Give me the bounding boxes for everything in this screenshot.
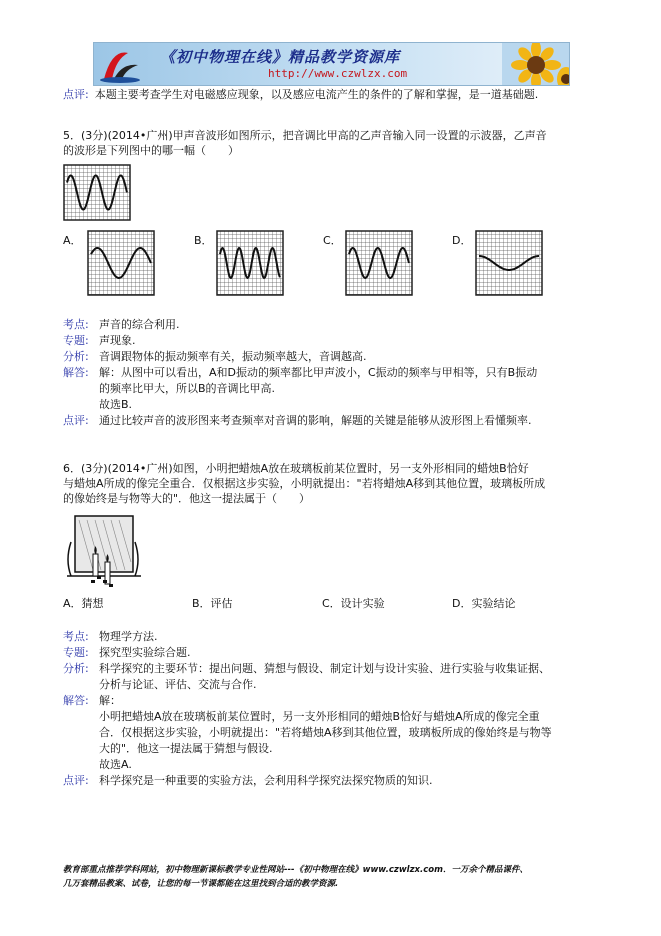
q6-analysis-text: 小明把蜡烛A放在玻璃板前某位置时，另一支外形相同的蜡烛B恰好与蜡烛A所成的像完全重: [99, 710, 540, 723]
q6-option-a[interactable]: A．猜想: [63, 597, 104, 610]
q6-option-c[interactable]: C．设计实验: [322, 597, 385, 610]
q5-analysis-label: 专题:: [63, 334, 89, 347]
q6-analysis-text: 物理学方法.: [99, 630, 158, 643]
q5-analysis-label: 考点:: [63, 318, 89, 331]
q5-analysis-label: 分析:: [63, 350, 89, 363]
site-logo: [98, 45, 144, 83]
q5-reference-waveform: [63, 164, 131, 221]
q6-analysis-row: [63, 726, 552, 740]
q5-option-d-waveform[interactable]: [475, 230, 543, 296]
q5-option-a-label[interactable]: A．: [63, 234, 82, 247]
q6-analysis-text: 合．仅根据这步实验，小明就提出："若将蜡烛A移到其他位置，玻璃板所成的像始终是与物等: [99, 726, 552, 739]
q6-analysis-label: 解答:: [63, 694, 89, 707]
q6-stem-line2: 与蜡烛A所成的像完全重合．仅根据这步实验，小明就提出："若将蜡烛A移到其他位置，玻璃板所成: [63, 477, 546, 490]
mirror-candle-illustration: [63, 510, 143, 588]
q5-analysis-text: 音调跟物体的振动频率有关，振动频率越大，音调越高.: [99, 350, 367, 363]
q6-stem-line1: 6．(3分)(2014•广州)如图，小明把蜡烛A放在玻璃板前某位置时，另一支外形相同的蜡烛B恰好: [63, 462, 529, 475]
q6-analysis-label: 专题:: [63, 646, 89, 659]
q6-analysis-row: [63, 742, 552, 756]
q6-analysis-row: [63, 694, 552, 708]
q5-option-b-label[interactable]: B．: [194, 234, 213, 247]
q6-analysis-text: 科学探究的主要环节：提出问题、猜想与假设、制定计划与设计实验、进行实验与收集证据、: [99, 662, 550, 675]
q6-analysis-row: [63, 646, 552, 660]
q5-option-a-waveform[interactable]: [87, 230, 155, 296]
q6-analysis-row: [63, 678, 552, 692]
q5-analysis-text: 的频率比甲大，所以B的音调比甲高.: [99, 382, 276, 395]
q5-analysis-text: 声音的综合利用.: [99, 318, 180, 331]
q6-analysis-row: [63, 774, 552, 788]
q6-analysis-text: 探究型实验综合题.: [99, 646, 191, 659]
q6-analysis-row: [63, 710, 552, 724]
q6-analysis-text: 科学探究是一种重要的实验方法，会利用科学探究法探究物质的知识.: [99, 774, 433, 787]
q5-analysis-text: 声现象.: [99, 334, 136, 347]
q5-stem-line1: 5．(3分)(2014•广州)甲声音波形如图所示，把音调比甲高的乙声音输入同一设置的示波器，乙声音: [63, 129, 547, 142]
q6-analysis-text: 故选A.: [99, 758, 132, 771]
q5-analysis: [63, 318, 537, 428]
footer-line1: 教育部重点推荐学科网站，初中物理新课标教学专业性网站---《初中物理在线》www.czwlzx.com．一万余个精品课件、: [63, 865, 528, 875]
q6-analysis-label: 点评:: [63, 774, 89, 787]
q6-analysis-text: 大的"．他这一提法属于猜想与假设.: [99, 742, 273, 755]
banner-title: 《初中物理在线》精品教学资源库: [160, 48, 401, 66]
q6-analysis-row: [63, 630, 552, 644]
header-banner: [93, 42, 570, 86]
sunflower-image: [502, 43, 570, 86]
q5-analysis-row: [63, 398, 537, 412]
q6-analysis-text: 解：: [99, 694, 121, 707]
q5-analysis-text: 故选B.: [99, 398, 133, 411]
q6-analysis-row: [63, 758, 552, 772]
q6-analysis-text: 分析与论证、评估、交流与合作.: [99, 678, 257, 691]
q5-option-c-label[interactable]: C．: [323, 234, 342, 247]
q6-stem-line3: 的像始终是与物等大的"．他这一提法属于（ ）: [63, 492, 311, 505]
q5-analysis-label: 解答:: [63, 366, 89, 379]
q5-analysis-row: [63, 382, 537, 396]
q5-analysis-row: [63, 414, 537, 428]
q6-option-b[interactable]: B．评估: [192, 597, 233, 610]
q6-analysis-label: 分析:: [63, 662, 89, 675]
q5-analysis-row: [63, 366, 537, 380]
q5-analysis-text: 解：从图中可以看出，A和D振动的频率都比甲声波小，C振动的频率与甲相等，只有B振动: [99, 366, 538, 379]
q6-analysis-label: 考点:: [63, 630, 89, 643]
q5-analysis-row: [63, 318, 537, 332]
prev-review-text: 本题主要考查学生对电磁感应现象，以及感应电流产生的条件的了解和掌握，是一道基础题.: [94, 88, 539, 101]
q5-analysis-text: 通过比较声音的波形图来考查频率对音调的影响，解题的关键是能够从波形图上看懂频率.: [99, 414, 532, 427]
q5-stem-line2: 的波形是下列图中的哪一幅（ ）: [63, 144, 239, 157]
q5-option-c-waveform[interactable]: [345, 230, 413, 296]
footer-line2: 几万套精品教案、试卷，让您的每一节课都能在这里找到合适的教学资源.: [63, 879, 339, 889]
q6-analysis: [63, 630, 552, 788]
q5-analysis-row: [63, 334, 537, 348]
q5-analysis-row: [63, 350, 537, 364]
q5-analysis-label: 点评:: [63, 414, 89, 427]
q6-option-d[interactable]: D．实验结论: [452, 597, 516, 610]
q5-option-b-waveform[interactable]: [216, 230, 284, 296]
prev-review-row: [63, 88, 538, 102]
banner-url[interactable]: http://www.czwlzx.com: [268, 67, 408, 80]
prev-review-label: 点评:: [63, 88, 89, 101]
q5-option-d-label[interactable]: D．: [452, 234, 472, 247]
q6-analysis-row: [63, 662, 552, 676]
